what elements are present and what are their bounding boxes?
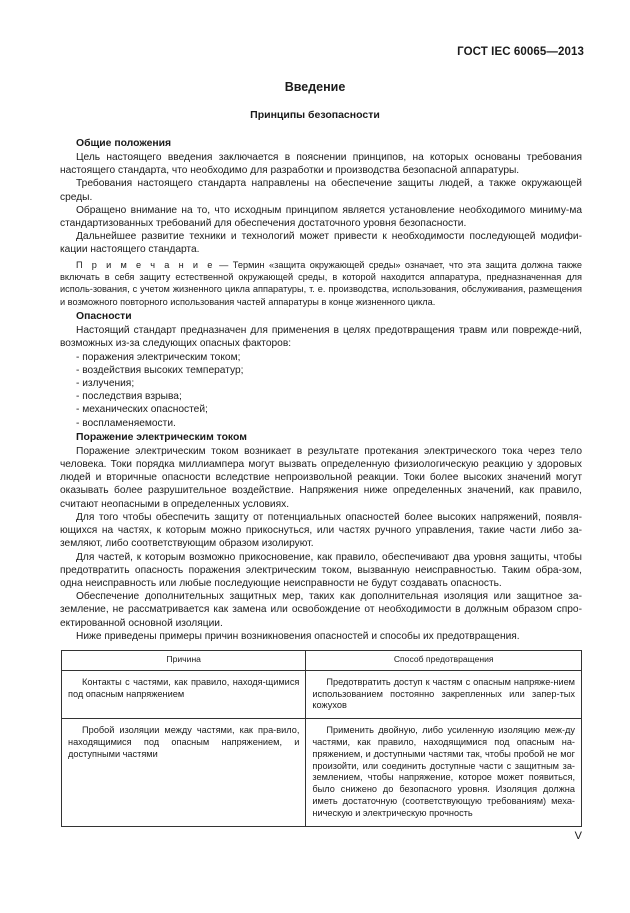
column-header-prevention: Способ предотвращения	[306, 651, 582, 671]
section-heading-electric-shock: Поражение электрическим током	[76, 431, 247, 443]
paragraph: Цель настоящего введения заключается в пояснении принципов, на которых основаны требования настоящего стандарта, что необходимо для разработки и производства безопасной аппаратуры.	[60, 152, 582, 177]
paragraph: Обращено внимание на то, что исходным принципом является установление необходимого миниму-ма стандартизованных требований для обеспечения достаточного уровня безопасности.	[60, 204, 582, 230]
paragraph: Для того чтобы обеспечить защиту от потенциальных опасностей более высоких напряжений, появля-ющихся на частях, к которым можно прикоснуться, или частях ручного управления, такие части либо за-земляют, либо соответствующим образом изолируют.	[60, 511, 582, 550]
paragraph: Для частей, к которым возможно прикосновение, как правило, обеспечивают два уровня защиты, чтобы предотвратить опасность поражения электрическим током, вызванную неисправностью. Таким обра-зом, одна неисправность или любые последующие неисправности не будут создавать опасность.	[60, 551, 582, 589]
paragraph: Ниже приведены примеры причин возникновения опасностей и способы их предотвращения.	[76, 630, 520, 642]
page-subtitle: Принципы безопасности	[250, 109, 380, 121]
list-item: - воспламеняемости.	[76, 417, 176, 429]
table-header-row	[62, 651, 582, 671]
table-row	[62, 719, 582, 826]
note-paragraph	[60, 259, 582, 309]
column-header-cause: Причина	[62, 651, 306, 671]
paragraph: Настоящий стандарт предназначен для применения в целях предотвращения травм или поврежде-ний, возможных из-за следующих опасных факторов:	[60, 325, 582, 350]
section-heading-hazards: Опасности	[76, 311, 132, 323]
paragraph: Поражение электрическим током возникает в результате протекания электрического тока через тело человека. Токи порядка миллиампера могут вызвать определенную физиологическую реакцию у здоровых людей и вторичные опасности вследствие непроизвольной реакции. Токи более высоких значений могут оказывать более разрушительное воздействие. Напряжения ниже определенных значений, как правило, считают неопасными в определенных условиях.	[60, 445, 582, 510]
cause-cell: Пробой изоляции между частями, как пра-вило, находящимися под опасным напряжением, и доступными частями	[62, 719, 306, 826]
paragraph: Требования настоящего стандарта направлены на обеспечение защиты людей, а также окружающей среды.	[60, 178, 582, 203]
table-row	[62, 670, 582, 718]
list-item: - механических опасностей;	[76, 404, 208, 416]
prevention-cell: Применить двойную, либо усиленную изоляцию меж-ду частями, как правило, находящимися под опасным на-пряжением, и доступными частями так, чтобы пробой не мог произойти, или соединить доступные части с защитным за-землением, чтобы напряжение, которое может появиться, было снижено до безопасного уровня. Изоляция должна иметь достаточную (соответствующую требованиям) меха-ническую и электрическую прочность	[306, 719, 582, 826]
page-title: Введение	[284, 80, 346, 94]
standard-header: ГОСТ IEC 60065—2013	[457, 46, 584, 58]
paragraph: Дальнейшее развитие техники и технологий может привести к необходимости последующей модифи-кации настоящего стандарта.	[60, 231, 582, 256]
list-item: - воздействия высоких температур;	[76, 364, 244, 376]
section-heading-general: Общие положения	[76, 138, 172, 149]
hazard-list	[60, 351, 582, 430]
list-item: - излучения;	[76, 378, 135, 390]
note-text: — Термин «защита окружающей среды» означает, что эта защита должна также включать в себя защиту естественной окружающей среды, в которой находится аппаратура, предназначенная для исполь-зования, с учетом жизненного цикла аппаратуры, т. е. производства, использования, обслуживания, размещения и возможного повторного использования частей аппаратуры в конце жизненного цикла.	[60, 259, 582, 307]
document-body	[60, 136, 582, 643]
cause-cell: Контакты с частями, как правило, находя-щимися под опасным напряжением	[62, 670, 306, 718]
list-item: - последствия взрыва;	[76, 391, 182, 403]
paragraph: Обеспечение дополнительных защитных мер, таких как дополнительная изоляция или защитное за-земление, не рассматривается как замена или освобождение от необходимости в должным образом спро-ектированной основной изоляции.	[60, 591, 582, 629]
page-number: V	[574, 830, 582, 842]
prevention-cell: Предотвратить доступ к частям с опасным напряже-нием использованием постоянно закрепленных или запер-тых кожухов	[306, 670, 582, 718]
note-label: П р и м е ч а н и е	[76, 259, 215, 270]
list-item: - поражения электрическим током;	[76, 351, 241, 363]
causes-table	[61, 650, 582, 827]
